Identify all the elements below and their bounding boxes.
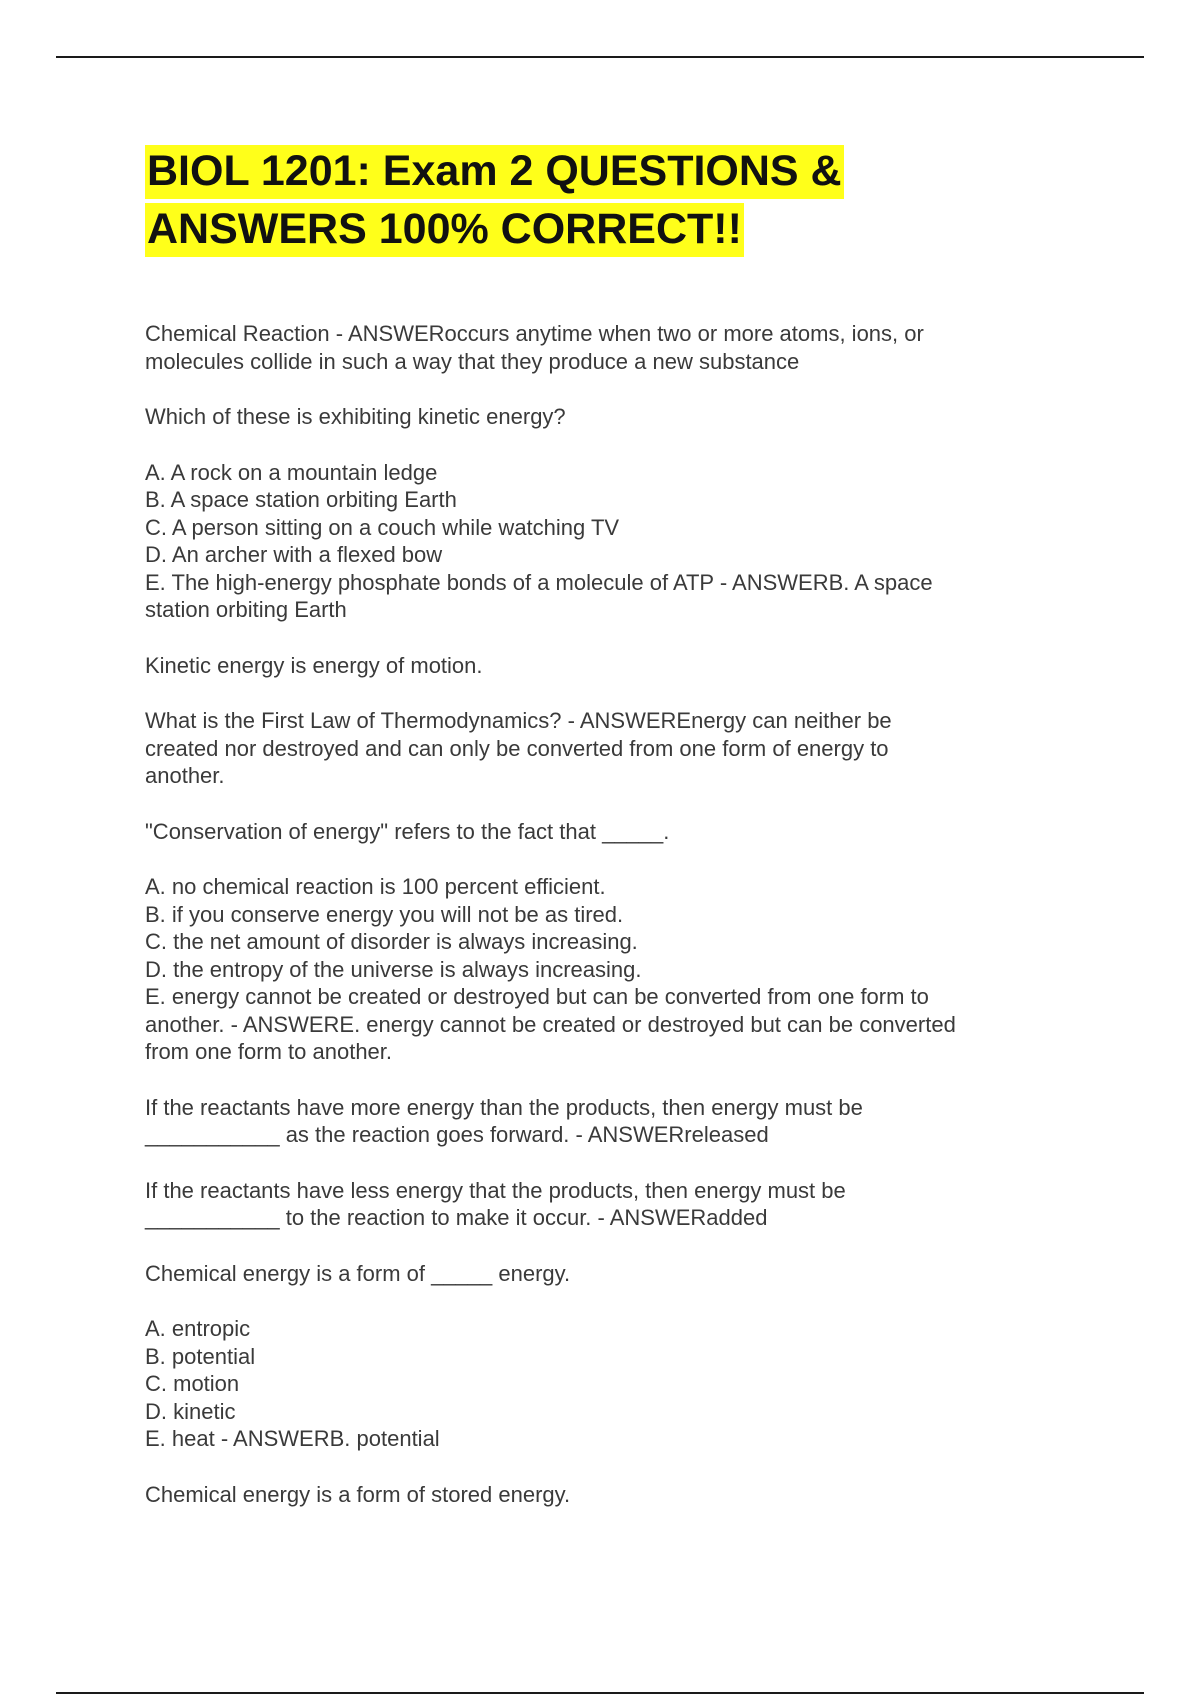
text-line: another. - ANSWERE. energy cannot be created or destroyed but can be converted: [145, 1011, 956, 1037]
document-body: [145, 320, 1045, 1508]
text-line: Chemical energy is a form of stored energy.: [145, 1481, 571, 1507]
text-line: What is the First Law of Thermodynamics? - ANSWEREnergy can neither be: [145, 708, 892, 733]
text-line: "Conservation of energy" refers to the fact that _____.: [145, 818, 670, 844]
text-line: E. heat - ANSWERB. potential: [145, 1426, 440, 1451]
qa-block: [145, 403, 1045, 431]
text-line: A. no chemical reaction is 100 percent efficient.: [145, 874, 606, 899]
text-line: Which of these is exhibiting kinetic energy?: [145, 404, 566, 429]
text-line: If the reactants have less energy that the products, then energy must be: [145, 1177, 846, 1203]
text-line: created nor destroyed and can only be converted from one form of energy to: [145, 735, 889, 761]
bottom-rule: [56, 1692, 1144, 1694]
title-line-1: BIOL 1201: Exam 2 QUESTIONS &: [145, 145, 844, 199]
qa-block: [145, 652, 1045, 680]
text-line: If the reactants have more energy than the products, then energy must be: [145, 1094, 863, 1120]
qa-block: [145, 1177, 1045, 1232]
text-line: station orbiting Earth: [145, 597, 347, 622]
text-line: ___________ as the reaction goes forward. - ANSWERreleased: [145, 1122, 769, 1147]
text-line: C. motion: [145, 1371, 240, 1396]
qa-block: [145, 459, 1045, 624]
text-line: B. A space station orbiting Earth: [145, 487, 457, 512]
text-line: another.: [145, 763, 225, 788]
text-line: E. energy cannot be created or destroyed but can be converted from one form to: [145, 984, 929, 1009]
text-line: Chemical Reaction - ANSWERoccurs anytime when two or more atoms, ions, or: [145, 321, 924, 346]
qa-block: [145, 873, 1045, 1066]
text-line: ___________ to the reaction to make it occur. - ANSWERadded: [145, 1205, 768, 1230]
text-line: Chemical energy is a form of _____ energy.: [145, 1260, 571, 1286]
text-line: A. entropic: [145, 1316, 251, 1341]
qa-block: [145, 818, 1045, 846]
text-line: D. kinetic: [145, 1398, 236, 1424]
text-line: B. if you conserve energy you will not be as tired.: [145, 901, 624, 927]
qa-block: [145, 1315, 1045, 1453]
qa-block: [145, 707, 1045, 790]
text-line: molecules collide in such a way that they produce a new substance: [145, 348, 800, 374]
qa-block: [145, 1094, 1045, 1149]
text-line: D. the entropy of the universe is always increasing.: [145, 956, 642, 982]
document-content: [145, 142, 1045, 1536]
qa-block: [145, 320, 1045, 375]
text-line: C. A person sitting on a couch while watching TV: [145, 514, 620, 540]
text-line: C. the net amount of disorder is always increasing.: [145, 929, 638, 954]
text-line: from one form to another.: [145, 1039, 393, 1064]
text-line: B. potential: [145, 1343, 256, 1369]
top-rule: [56, 56, 1144, 58]
qa-block: [145, 1481, 1045, 1509]
text-line: E. The high-energy phosphate bonds of a molecule of ATP - ANSWERB. A space: [145, 569, 933, 595]
text-line: A. A rock on a mountain ledge: [145, 459, 438, 485]
qa-block: [145, 1260, 1045, 1288]
text-line: Kinetic energy is energy of motion.: [145, 652, 483, 678]
text-line: D. An archer with a flexed bow: [145, 542, 443, 567]
title-line-2: ANSWERS 100% CORRECT!!: [145, 203, 744, 257]
document-title: [145, 142, 1045, 258]
